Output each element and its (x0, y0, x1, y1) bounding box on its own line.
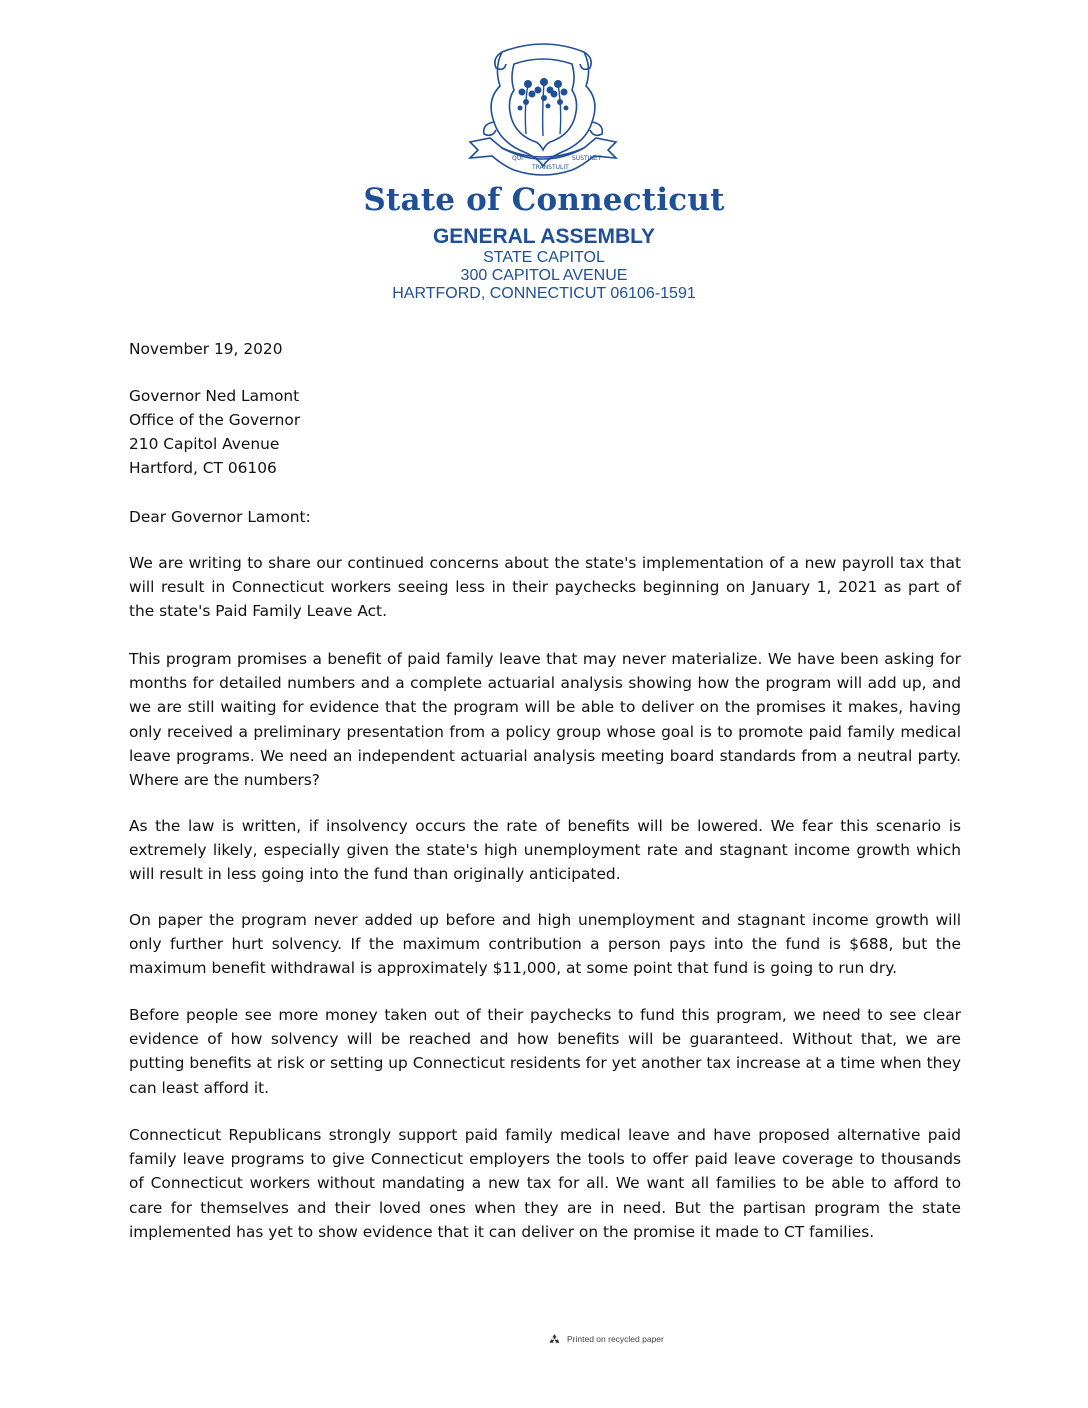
svg-text:QUI: QUI (512, 155, 523, 162)
paragraph-5: Before people see more money taken out of their paychecks to fund this program, we need to see clear evidence of how solvency will be reached and how benefits will be guaranteed. Without that, we are putting benefits at risk or setting up Connecticut residents for yet another tax increase at a time when they can least afford it. (129, 1006, 961, 1097)
letter-date: November 19, 2020 (129, 340, 283, 358)
recipient-line-2: Office of the Governor (129, 411, 301, 429)
paragraph-1: We are writing to share our continued concerns about the state's implementation of a new payroll tax that will result in Connecticut workers seeing less in their paychecks beginning on January 1, 2021 as part of the state's Paid Family Leave Act. (129, 554, 961, 621)
svg-text:TRANSTULIT: TRANSTULIT (532, 164, 569, 171)
state-seal-logo (462, 38, 624, 182)
salutation: Dear Governor Lamont: (129, 508, 311, 526)
general-assembly-heading: GENERAL ASSEMBLY (432, 225, 656, 248)
paragraph-6: Connecticut Republicans strongly support paid family medical leave and have proposed alternative paid family leave programs to give Connecticut employers the tools to offer paid leave coverage to thousands of Connecticut workers without mandating a new tax for all. We want all families to be able to afford to care for themselves and their loved ones when they are in need. But the partisan program the state implemented has yet to show evidence that it can deliver on the promise it made to CT families. (129, 1126, 961, 1241)
recipient-line-4: Hartford, CT 06106 (129, 459, 277, 477)
address-line-2: 300 CAPITOL AVENUE (460, 267, 628, 284)
recycled-paper-footer (548, 1331, 664, 1347)
recipient-line-3: 210 Capitol Avenue (129, 435, 280, 453)
footer-text: Printed on recycled paper (567, 1334, 664, 1344)
svg-text:SUSTINET: SUSTINET (572, 155, 602, 162)
state-name-heading: State of Connecticut (363, 182, 725, 218)
address-line-3: HARTFORD, CONNECTICUT 06106-1591 (392, 285, 696, 302)
recycle-icon (548, 1333, 561, 1346)
paragraph-2: This program promises a benefit of paid family leave that may never materialize. We have been asking for months for detailed numbers and a complete actuarial analysis showing how the program will add up, and we are still waiting for evidence that the program will be able to deliver on the promises it makes, having only received a preliminary presentation from a policy group whose goal is to promote paid family medical leave programs. We need an independent actuarial analysis meeting board standards from a neutral party. Where are the numbers? (129, 650, 961, 790)
address-line-1: STATE CAPITOL (483, 249, 605, 266)
paragraph-3: As the law is written, if insolvency occurs the rate of benefits will be lowered. We fear this scenario is extremely likely, especially given the state's high unemployment rate and stagnant income growth which will result in less going into the fund than originally anticipated. (129, 817, 961, 884)
paragraph-4: On paper the program never added up before and high unemployment and stagnant income growth will only further hurt solvency. If the maximum contribution a person pays into the fund is $688, but the maximum benefit withdrawal is approximately $11,000, at some point that fund is going to run dry. (129, 911, 961, 978)
recipient-line-1: Governor Ned Lamont (129, 387, 300, 405)
